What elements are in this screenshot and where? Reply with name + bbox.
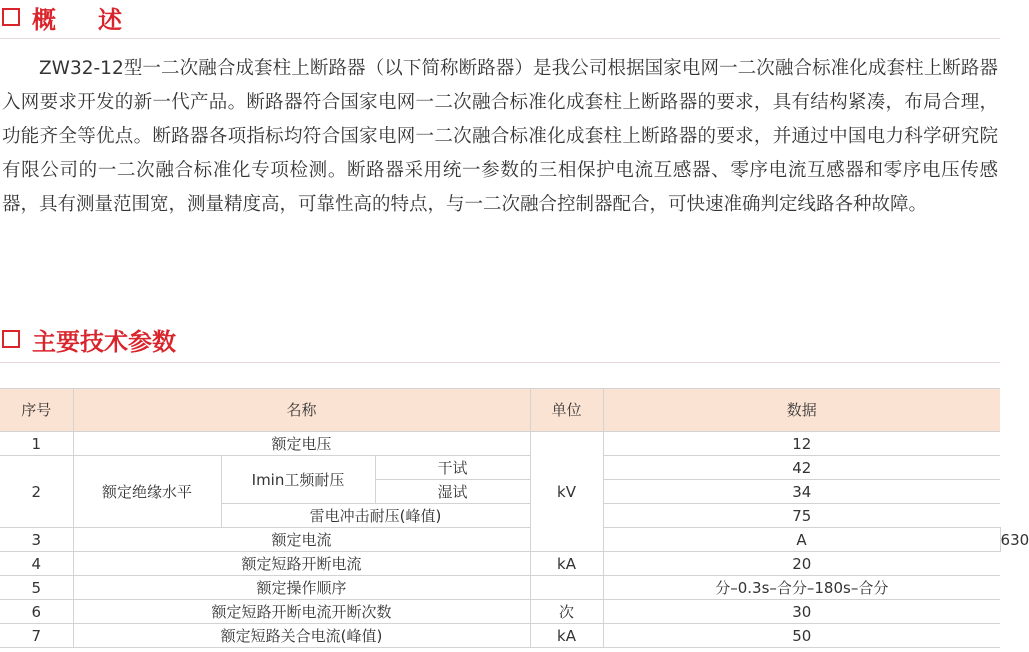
table-row (0, 456, 1000, 480)
table-row (0, 576, 1000, 600)
cell-seq: 5 (0, 576, 73, 600)
cell-value: 50 (603, 624, 1000, 648)
table-row (0, 600, 1000, 624)
cell-unit (530, 576, 603, 600)
header-seq: 序号 (0, 389, 73, 432)
cell-name: 额定短路关合电流(峰值) (73, 624, 530, 648)
cell-value: 30 (603, 600, 1000, 624)
cell-seq: 7 (0, 624, 73, 648)
cell-condition: 湿试 (375, 480, 530, 504)
table-header-row (0, 389, 1000, 432)
overview-heading (0, 0, 164, 34)
params-divider (0, 362, 1000, 363)
params-table (0, 388, 1029, 648)
header-unit: 单位 (530, 389, 603, 432)
cell-subname: Imin工频耐压 (221, 456, 375, 504)
section-square-icon (2, 8, 20, 26)
cell-condition: 干试 (375, 456, 530, 480)
params-heading (0, 322, 176, 356)
cell-unit: kA (530, 552, 603, 576)
cell-unit: kA (530, 624, 603, 648)
cell-unit: kV (530, 432, 603, 552)
table-row (0, 432, 1000, 456)
cell-value: 42 (603, 456, 1000, 480)
cell-name: 额定电压 (73, 432, 530, 456)
cell-subname: 雷电冲击耐压(峰值) (221, 504, 530, 528)
cell-seq: 2 (0, 456, 73, 528)
table-row: 3 额定电流 A 630 (0, 528, 1000, 552)
cell-value: 12 (603, 432, 1000, 456)
cell-value: 20 (603, 552, 1000, 576)
cell-name: 额定短路开断电流 (73, 552, 530, 576)
params-title: 主要技术参数 (32, 327, 176, 356)
cell-seq: 3 (0, 528, 73, 552)
cell-seq: 6 (0, 600, 73, 624)
cell-name: 额定短路开断电流开断次数 (73, 600, 530, 624)
header-name: 名称 (73, 389, 530, 432)
overview-divider (0, 38, 1000, 39)
cell-unit: 次 (530, 600, 603, 624)
cell-seq: 1 (0, 432, 73, 456)
table-row (0, 552, 1000, 576)
cell-name: 额定电流 (73, 528, 530, 552)
section-square-icon (2, 330, 20, 348)
overview-paragraph: ZW32-12型一二次融合成套柱上断路器（以下简称断路器）是我公司根据国家电网一二次融合标准化成套柱上断路器入网要求开发的新一代产品。断路器符合国家电网一二次融合标准化成套柱上断路器的要求，具有结构紧凑，布局合理，功能齐全等优点。断路器各项指标均符合国家电网一二次融合标准化成套柱上断路器的要求，并通过中国电力科学研究院有限公司的一二次融合标准化专项检测。断路器采用统一参数的三相保护电流互感器、零序电流互感器和零序电压传感器，具有测量范围宽，测量精度高，可靠性高的特点，与一二次融合控制器配合，可快速准确判定线路各种故障。 (2, 58, 998, 215)
table-row (0, 624, 1000, 648)
cell-seq: 4 (0, 552, 73, 576)
cell-value: 75 (603, 504, 1000, 528)
cell-unit: A (603, 528, 1000, 552)
cell-name: 额定操作顺序 (73, 576, 530, 600)
overview-title: 概述 (32, 5, 164, 34)
cell-value: 34 (603, 480, 1000, 504)
cell-value: 分–0.3s–合分–180s–合分 (603, 576, 1000, 600)
cell-name: 额定绝缘水平 (73, 456, 221, 528)
header-value: 数据 (603, 389, 1000, 432)
